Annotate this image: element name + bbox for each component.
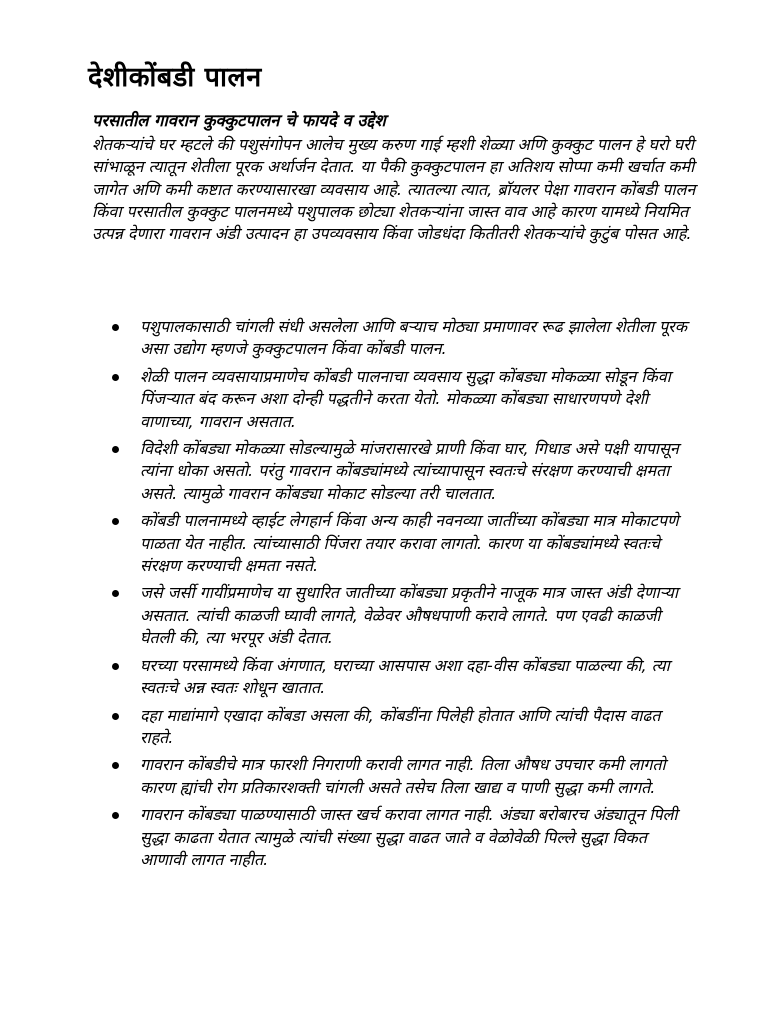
list-item-text: गावरान कोंबड्या पाळण्यासाठी जास्त खर्च करावा लागत नाही. अंड्या बरोबारच अंड्यातून पिली सुद्धा काढता येतात त्यामुळे त्यांची संख्या सुद्धा वाढत जाते व वेळोवेळी पिल्ले सुद्धा विकत आणावी लागत नाहीत. bbox=[140, 805, 678, 869]
list-item-text: जसे जर्सी गायींप्रमाणेच या सुधारित जातीच्या कोंबड्या प्रकृतीने नाजूक मात्र जास्त अंडी देणाऱ्या असतात. त्यांची काळजी घ्यावी लागते, वेळेवर औषधपाणी करावे लागते. पण एवढी काळजी घेतली की, त्या भरपूर अंडी देतात. bbox=[140, 583, 678, 648]
list-item bbox=[108, 316, 690, 361]
list-item bbox=[108, 366, 690, 433]
list-item bbox=[108, 705, 690, 750]
list-item bbox=[108, 804, 690, 871]
bullet-icon bbox=[112, 518, 119, 525]
list-item-text: पशुपालकासाठी चांगली संधी असलेला आणि बऱ्याच मोठ्या प्रमाणावर रूढ झालेला शेतीला पूरक असा उद्योग म्हणजे कुक्कुटपालन किंवा कोंबडी पालन. bbox=[140, 317, 688, 359]
list-item-text: घरच्या परसामध्ये किंवा अंगणात, घराच्या आसपास अशा दहा-वीस कोंबड्या पाळल्या की, त्या स्वतःचे अन्न स्वतः शोधून खातात. bbox=[140, 655, 670, 698]
list-item bbox=[108, 582, 690, 649]
list-item bbox=[108, 438, 690, 505]
list-item-text: दहा माद्यांमागे एखादा कोंबडा असला की, कोंबडींना पिलेही होतात आणि त्यांची पैदास वाढत राहते. bbox=[140, 705, 661, 747]
bullet-icon bbox=[112, 324, 119, 331]
list-item-text: शेळी पालन व्यवसायाप्रमाणेच कोंबडी पालनाचा व्यवसाय सुद्धा कोंबड्या मोकळ्या सोडून किंवा पिंजऱ्यात बंद करून अशा दोन्ही पद्धतीने करता येतो. मोकळ्या कोंबड्या साधारणपणे देशी वाणाच्या, गावरान असतात. bbox=[140, 366, 671, 431]
document-title: देशीकोंबडी पालन bbox=[88, 62, 262, 93]
bullet-icon bbox=[112, 590, 119, 597]
list-item-text: विदेशी कोंबड्या मोकळ्या सोडल्यामुळे मांजरासारखे प्राणी किंवा घार, गिधाड असे पक्षी यापासून त्यांना धोका असतो. परंतु गावरान कोंबड्यांमध्ये त्यांच्यापासून स्वतःचे संरक्षण करण्याची क्षमता असते. त्यामुळे गावरान कोंबड्या मोकाट सोडल्या तरी चालतात. bbox=[140, 439, 679, 503]
list-item-text: गावरान कोंबडीचे मात्र फारशी निगराणी करावी लागत नाही. तिला औषध उपचार कमी लागतो कारण ह्यांची रोग प्रतिकारशक्ती चांगली असते तसेच तिला खाद्य व पाणी सुद्धा कमी लागते. bbox=[140, 755, 666, 797]
bullet-icon bbox=[112, 446, 119, 453]
bullet-icon bbox=[112, 762, 119, 769]
benefits-list bbox=[108, 316, 690, 876]
list-item bbox=[108, 754, 690, 799]
bullet-icon bbox=[112, 812, 119, 819]
bullet-icon bbox=[112, 663, 119, 670]
section-subheading: परसातील गावरान कुक्कुटपालन चे फायदे व उद्देश bbox=[92, 111, 386, 130]
bullet-icon bbox=[112, 713, 119, 720]
bullet-icon bbox=[112, 374, 119, 381]
intro-paragraph: शेतकऱ्यांचे घर म्हटले की पशुसंगोपन आलेच मुख्य करुण गाई म्हशी शेळ्या अणि कुक्कुट पालन हे घरो घरी सांभाळून त्यातून शेतीला पूरक अर्थार्जन देतात. या पैकी कुक्कुटपालन हा अतिशय सोप्पा कमी खर्चात कमी जागेत अणि कमी कष्टात करण्यासारखा व्यवसाय आहे. त्यातल्या त्यात, ब्रॉयलर पेक्षा गावरान कोंबडी पालन किंवा परसातील कुक्कुट पालनमध्ये पशुपालक छोट्या शेतकऱ्यांना जास्त वाव आहे कारण यामध्ये नियमित उत्पन्न देणारा गावरान अंडी उत्पादन हा उपव्यवसाय किंवा जोडधंदा कितीतरी शेतकऱ्यांचे कुटुंब पोसत आहे. bbox=[92, 135, 696, 244]
list-item bbox=[108, 655, 690, 700]
list-item-text: कोंबडी पालनामध्ये व्हाईट लेगहार्न किंवा अन्य काही नवनव्या जातींच्या कोंबड्या मात्र मोकाटपणे पाळता येत नाहीत. त्यांच्यासाठी पिंजरा तयार करावा लागतो. कारण या कोंबड्यांमध्ये स्वतःचे संरक्षण करण्याची क्षमता नसते. bbox=[140, 511, 679, 576]
list-item bbox=[108, 510, 690, 577]
